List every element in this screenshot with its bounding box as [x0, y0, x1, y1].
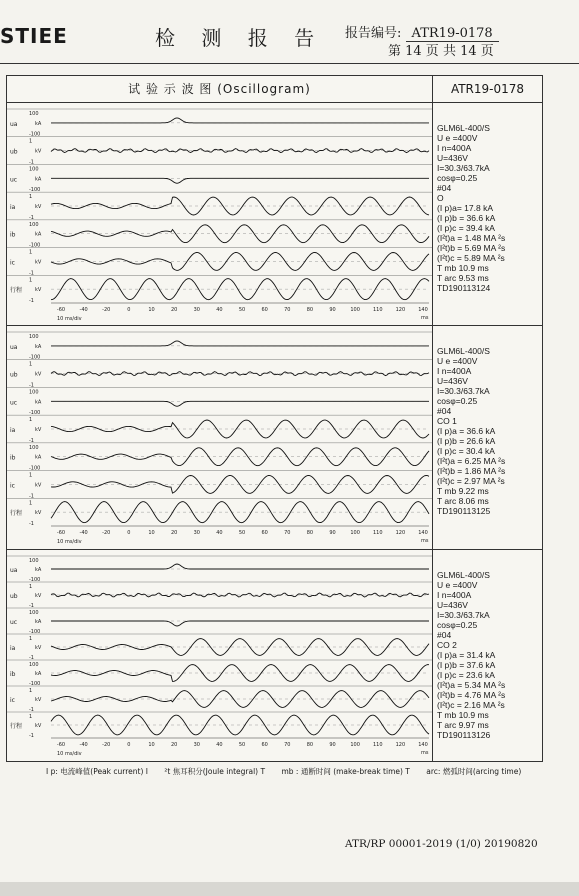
param-tarc: T arc 9.97 ms	[437, 720, 489, 730]
param-ipb: (I p)b = 36.6 kA	[437, 213, 496, 223]
x-tick-label: 120	[395, 530, 406, 536]
x-tick-label: -40	[79, 307, 88, 313]
scale-label: -1	[29, 437, 34, 444]
param-i2ta: (I²t)a = 6.25 MA ²s	[437, 456, 506, 466]
param-i: I=30.3/63.7kA	[437, 610, 490, 620]
scale-label: kA	[35, 619, 42, 625]
param-cos: cosφ=0.25	[437, 173, 478, 183]
scale-label: kA	[35, 176, 42, 183]
document-title: 检 测 报 告	[155, 26, 325, 50]
channel-label: ib	[10, 454, 16, 462]
scale-label: 1	[29, 249, 33, 256]
param-i2tc: (I²t)c = 5.89 MA ²s	[437, 253, 505, 263]
param-i2tb: (I²t)b = 4.76 MA ²s	[437, 690, 506, 700]
param-in: I n=400A	[437, 366, 472, 376]
param-ipb: (I p)b = 37.6 kA	[437, 660, 496, 670]
scale-label: 1	[29, 417, 33, 424]
channel-label: ub	[10, 148, 18, 156]
scale-label: kV	[35, 593, 42, 599]
scale-label: -100	[29, 577, 41, 583]
x-tick-label: 0	[127, 530, 131, 536]
report-number	[345, 22, 499, 42]
x-tick-label: 20	[170, 742, 178, 748]
scale-label: 100	[29, 558, 39, 564]
scale-label: -100	[29, 187, 41, 194]
table-header	[7, 76, 542, 103]
x-tick-label: 40	[216, 307, 223, 313]
x-tick-label: -40	[79, 742, 88, 748]
channel-label: ua	[10, 567, 18, 574]
param-i2ta: (I²t)a = 1.48 MA ²s	[437, 233, 506, 243]
x-tick-label: 70	[284, 530, 291, 536]
x-tick-label: 60	[261, 307, 268, 313]
x-tick-label: -60	[56, 307, 66, 313]
scale-label: -1	[29, 521, 34, 527]
waveform-trace	[51, 593, 429, 597]
param-i2tb: (I²t)b = 5.69 MA ²s	[437, 243, 506, 253]
x-tick-label: 10	[148, 307, 155, 313]
scale-label: 1	[29, 472, 33, 479]
time-scale: 10 ms/div	[57, 539, 82, 545]
scale-label: 100	[29, 662, 39, 668]
param-op: CO 2	[437, 640, 457, 650]
scale-label: kA	[35, 399, 42, 406]
x-axis-unit: ms	[421, 538, 429, 544]
x-tick-label: 40	[216, 530, 223, 536]
param-in: I n=400A	[437, 590, 472, 600]
report-number-value: ATR19-0178	[406, 26, 499, 42]
param-ue: U e =400V	[437, 580, 478, 590]
x-tick-label: 80	[306, 742, 314, 748]
param-no: #04	[437, 183, 452, 193]
scale-label: kV	[35, 148, 42, 155]
param-u: U=436V	[437, 600, 468, 610]
param-ipa: (I p)a = 31.4 kA	[437, 650, 496, 660]
waveform-trace	[51, 621, 429, 626]
x-tick-label: -40	[79, 530, 88, 536]
scale-label: 100	[29, 334, 39, 340]
waveform-trace	[51, 715, 429, 735]
scale-label: -1	[29, 733, 34, 739]
waveform-trace	[51, 118, 429, 123]
scale-label: kV	[35, 482, 42, 489]
channel-label: ic	[10, 697, 15, 704]
scale-label: 100	[29, 444, 39, 451]
param-model: GLM6L-400/S	[437, 570, 490, 580]
x-tick-label: 140	[418, 742, 428, 748]
channel-label: uc	[10, 619, 18, 626]
scale-label: kA	[35, 120, 42, 127]
param-ipc: (I p)c = 30.4 kA	[437, 446, 495, 456]
oscillogram-plot	[7, 103, 432, 325]
x-tick-label: 80	[306, 307, 314, 313]
scale-label: kV	[35, 510, 42, 517]
param-op: CO 1	[437, 416, 457, 426]
x-tick-label: 50	[238, 530, 246, 536]
scale-label: 100	[29, 610, 39, 616]
scale-label: -100	[29, 681, 41, 687]
scale-label: -1	[29, 655, 34, 661]
x-axis-unit: ms	[421, 750, 429, 756]
scale-label: -1	[29, 298, 34, 304]
param-ipc: (I p)c = 39.4 kA	[437, 223, 495, 233]
param-in: I n=400A	[437, 143, 472, 153]
scale-label: -1	[29, 214, 34, 221]
param-i: I=30.3/63.7kA	[437, 163, 490, 173]
param-no: #04	[437, 406, 452, 416]
scale-label: kA	[35, 231, 42, 238]
form-code: ATR/RP 00001-2019 (1/0) 20190820	[345, 838, 538, 850]
scale-label: 100	[29, 166, 39, 173]
x-tick-label: -60	[56, 742, 66, 748]
legend	[46, 766, 535, 777]
param-ipc: (I p)c = 23.6 kA	[437, 670, 495, 680]
x-tick-label: 20	[170, 530, 178, 536]
scale-label: kV	[35, 723, 42, 729]
waveform-trace	[51, 178, 429, 183]
legend-make-break-time: mb : 通断时间 (make-break time) T	[281, 767, 410, 776]
scale-label: 1	[29, 714, 33, 720]
test-parameters	[437, 123, 541, 293]
report-number-label: 报告编号:	[345, 26, 402, 41]
x-tick-label: 90	[329, 307, 336, 313]
param-id: TD190113125	[437, 506, 491, 516]
channel-label: ua	[10, 120, 18, 128]
param-i2tb: (I²t)b = 1.86 MA ²s	[437, 466, 506, 476]
scale-label: 1	[29, 636, 33, 642]
waveform-trace	[51, 401, 429, 406]
param-tmb: T mb 10.9 ms	[437, 710, 489, 720]
scale-label: 100	[29, 221, 39, 228]
scale-label: kV	[35, 287, 42, 294]
scale-label: kV	[35, 427, 42, 433]
scale-label: 1	[29, 194, 33, 201]
x-tick-label: 80	[306, 530, 314, 536]
waveform-trace	[51, 253, 429, 271]
x-tick-label: 60	[261, 530, 268, 536]
page-edge	[0, 882, 579, 896]
x-tick-label: 60	[261, 742, 268, 748]
x-tick-label: 120	[395, 307, 406, 313]
scale-label: kV	[35, 371, 42, 378]
x-tick-label: 110	[372, 742, 383, 748]
param-ipb: (I p)b = 26.6 kA	[437, 436, 496, 446]
x-tick-label: 110	[372, 307, 383, 313]
param-u: U=436V	[437, 153, 468, 163]
time-scale: 10 ms/div	[57, 316, 82, 322]
scale-label: -100	[29, 465, 41, 472]
param-i2tc: (I²t)c = 2.97 MA ²s	[437, 476, 505, 486]
scale-label: 1	[29, 500, 33, 507]
param-tmb: T mb 10.9 ms	[437, 263, 489, 273]
channel-label: uc	[10, 399, 18, 407]
scale-label: 100	[29, 111, 39, 117]
scale-label: 1	[29, 584, 33, 590]
x-tick-label: 100	[350, 307, 360, 313]
time-scale: 10 ms/div	[57, 751, 82, 757]
param-ipa: (I p)a= 17.8 kA	[437, 203, 493, 213]
scale-label: kV	[35, 645, 42, 651]
param-op: O	[437, 193, 444, 203]
x-tick-label: 100	[350, 742, 360, 748]
param-cos: cosφ=0.25	[437, 620, 478, 630]
x-tick-label: 20	[170, 307, 178, 313]
x-tick-label: 100	[350, 530, 360, 536]
x-tick-label: 0	[127, 742, 131, 748]
param-u: U=436V	[437, 376, 468, 386]
param-tarc: T arc 8.06 ms	[437, 496, 489, 506]
channel-label: ua	[10, 343, 18, 351]
test-parameters	[437, 570, 541, 740]
param-model: GLM6L-400/S	[437, 123, 490, 133]
x-tick-label: -20	[102, 742, 111, 748]
param-cos: cosφ=0.25	[437, 396, 478, 406]
param-id: TD190113126	[437, 730, 491, 740]
scale-label: kA	[35, 567, 42, 573]
channel-label: ia	[10, 427, 16, 434]
scale-label: kV	[35, 204, 42, 210]
scale-label: -100	[29, 410, 41, 417]
legend-joule-integral: ²t 焦耳积分(Joule integral) T	[164, 767, 266, 776]
table-report-number: ATR19-0178	[450, 82, 525, 96]
scale-label: kV	[35, 259, 42, 266]
param-model: GLM6L-400/S	[437, 346, 490, 356]
x-tick-label: -60	[56, 530, 66, 536]
scale-label: -100	[29, 131, 41, 138]
channel-label: 行程	[10, 723, 23, 730]
scale-label: -1	[29, 270, 34, 277]
scale-label: 1	[29, 688, 33, 694]
waveform-trace	[51, 341, 429, 346]
header-rule	[0, 63, 579, 64]
scale-label: -1	[29, 159, 34, 166]
x-tick-label: 90	[329, 742, 336, 748]
scale-label: -1	[29, 493, 34, 500]
x-tick-label: 50	[238, 307, 246, 313]
scale-label: 1	[29, 277, 33, 284]
x-tick-label: 30	[193, 742, 200, 748]
x-tick-label: -20	[102, 307, 111, 313]
x-tick-label: 70	[284, 742, 291, 748]
oscillogram-panel	[7, 103, 542, 325]
oscillogram-plot	[7, 550, 432, 760]
param-tarc: T arc 9.53 ms	[437, 273, 489, 283]
param-ue: U e =400V	[437, 133, 478, 143]
scale-label: 1	[29, 138, 33, 145]
x-axis-unit: ms	[421, 315, 429, 321]
param-i: I=30.3/63.7kA	[437, 386, 490, 396]
param-i2ta: (I²t)a = 5.34 MA ²s	[437, 680, 506, 690]
oscillogram-panel	[7, 550, 542, 760]
x-tick-label: 50	[238, 742, 246, 748]
scale-label: -1	[29, 707, 34, 713]
page-indicator: 第 14 页 共 14 页	[388, 44, 494, 59]
x-tick-label: 0	[127, 307, 131, 313]
x-tick-label: -20	[102, 530, 111, 536]
channel-label: 行程	[10, 510, 23, 518]
x-tick-label: 90	[329, 530, 336, 536]
legend-arcing-time: arc: 燃弧时间(arcing time)	[426, 767, 522, 776]
test-parameters	[437, 346, 541, 516]
param-no: #04	[437, 630, 452, 640]
scale-label: -100	[29, 354, 41, 361]
oscillogram-panel	[7, 326, 542, 548]
legend-peak-current: I p: 电流峰值(Peak current) I	[46, 767, 148, 776]
scale-label: kA	[35, 454, 42, 461]
channel-label: ib	[10, 231, 16, 239]
scale-label: kA	[35, 343, 42, 350]
channel-label: uc	[10, 176, 18, 184]
oscillogram-table	[6, 75, 543, 762]
x-tick-label: 70	[284, 307, 291, 313]
channel-label: ia	[10, 645, 16, 652]
x-tick-label: 30	[193, 307, 200, 313]
scale-label: kA	[35, 671, 42, 677]
x-tick-label: 10	[148, 742, 155, 748]
scale-label: -1	[29, 603, 34, 609]
x-tick-label: 120	[395, 742, 406, 748]
channel-label: ib	[10, 671, 16, 678]
channel-label: ic	[10, 259, 15, 267]
channel-label: ia	[10, 204, 16, 211]
scale-label: -100	[29, 242, 41, 249]
scale-label: 100	[29, 389, 39, 396]
scale-label: 1	[29, 361, 33, 368]
x-tick-label: 110	[372, 530, 383, 536]
scale-label: -1	[29, 382, 34, 389]
param-tmb: T mb 9.22 ms	[437, 486, 489, 496]
scale-label: -100	[29, 629, 41, 635]
channel-label: 行程	[10, 287, 23, 295]
table-title: 试 验 示 波 图 (Oscillogram)	[7, 76, 433, 102]
x-tick-label: 140	[418, 530, 428, 536]
waveform-trace	[51, 564, 429, 569]
param-ipa: (I p)a = 36.6 kA	[437, 426, 496, 436]
param-ue: U e =400V	[437, 356, 478, 366]
channel-label: ub	[10, 593, 18, 600]
x-tick-label: 140	[418, 307, 428, 313]
oscillogram-plot	[7, 326, 432, 548]
company-logo: STIEE	[0, 24, 68, 48]
param-i2tc: (I²t)c = 2.16 MA ²s	[437, 700, 505, 710]
scale-label: kV	[35, 697, 42, 703]
x-tick-label: 30	[193, 530, 200, 536]
channel-label: ic	[10, 482, 15, 490]
x-tick-label: 40	[216, 742, 223, 748]
channel-label: ub	[10, 371, 18, 379]
param-id: TD190113124	[437, 283, 491, 293]
x-tick-label: 10	[148, 530, 155, 536]
